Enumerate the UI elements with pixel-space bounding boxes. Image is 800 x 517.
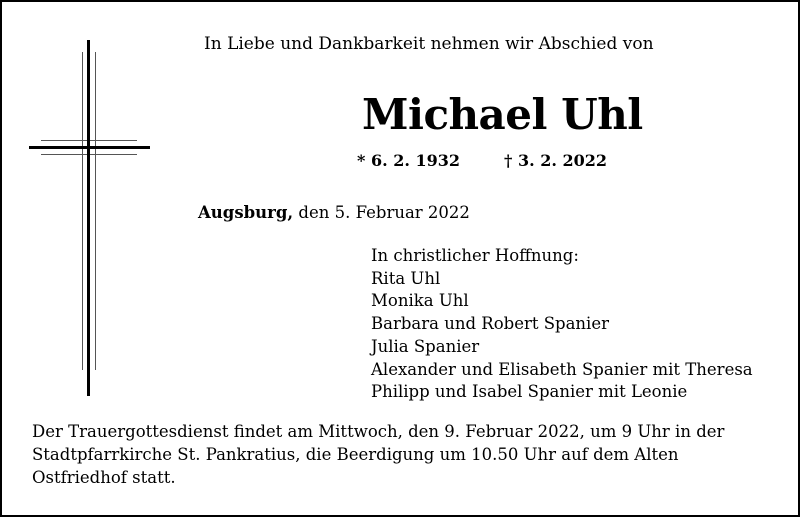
mourner-item: Philipp und Isabel Spanier mit Leonie: [371, 382, 688, 402]
cross-vertical-beam: [87, 40, 90, 396]
place-and-date: [198, 201, 470, 225]
mourners-heading: In christlicher Hoffnung:: [371, 246, 579, 265]
birth-date: * 6. 2. 1932: [357, 151, 461, 170]
deceased-name: Michael Uhl: [362, 90, 643, 139]
place: Augsburg,: [198, 203, 294, 222]
notice-date: den 5. Februar 2022: [293, 203, 470, 222]
cross-outline-left: [82, 52, 83, 370]
mourner-item: Barbara und Robert Spanier: [371, 314, 609, 334]
mourner-item: Alexander und Elisabeth Spanier mit Theresa: [371, 359, 753, 379]
service-announcement: [32, 420, 724, 489]
death-date: † 3. 2. 2022: [504, 151, 608, 170]
mourner-item: Monika Uhl: [371, 291, 469, 311]
cross-horizontal-beam: [29, 146, 150, 149]
mourner-item: Julia Spanier: [371, 336, 480, 356]
service-line: Ostfriedhof statt.: [32, 468, 176, 487]
service-line: Der Trauergottesdienst findet am Mittwoch, den 9. Februar 2022, um 9 Uhr in der: [32, 422, 725, 441]
mourners-list: [371, 245, 753, 404]
intro-text: In Liebe und Dankbarkeit nehmen wir Abschied von: [204, 34, 654, 54]
service-line: Stadtpfarrkirche St. Pankratius, die Beerdigung um 10.50 Uhr auf dem Alten: [32, 445, 679, 464]
cross-outline-right: [95, 52, 96, 370]
mourner-item: Rita Uhl: [371, 268, 441, 288]
